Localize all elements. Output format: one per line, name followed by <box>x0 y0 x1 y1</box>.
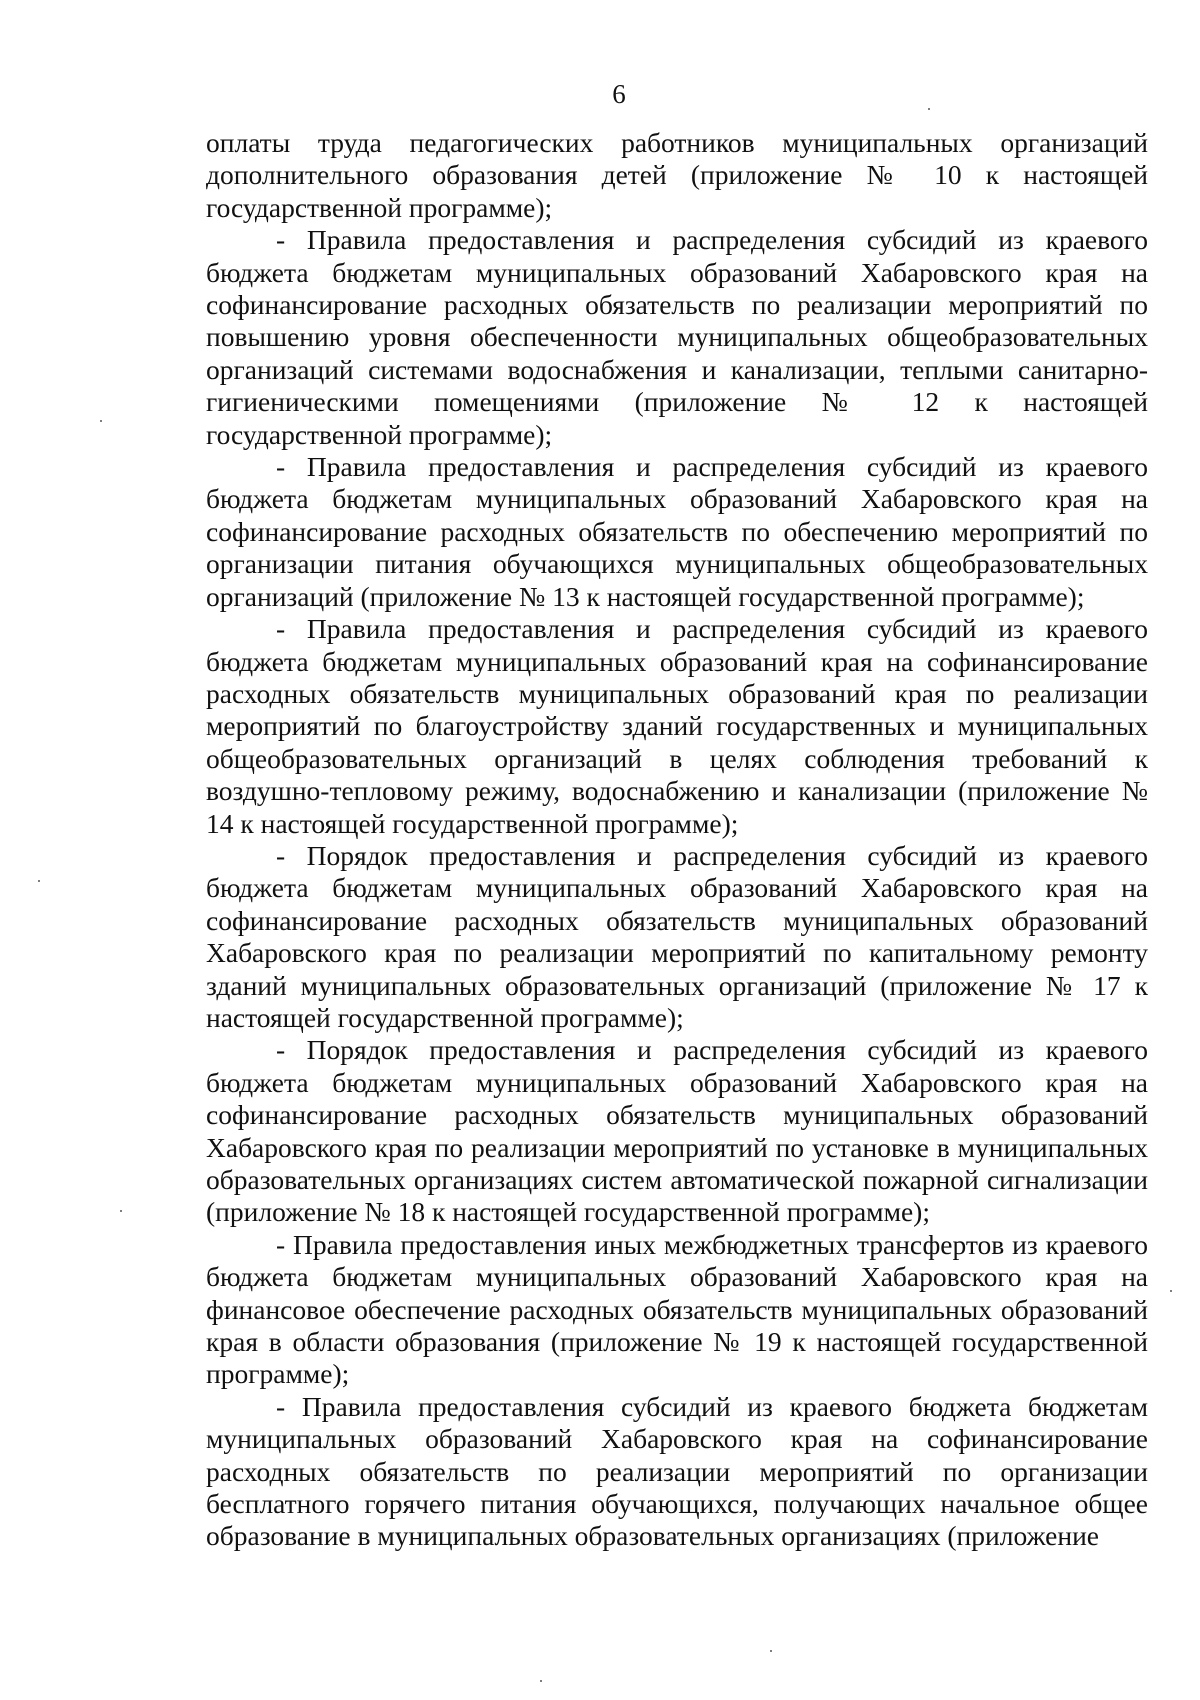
scan-speck <box>120 1210 122 1212</box>
paragraph-rules-item: - Правила предоставления и распределения субсидий из краевого бюджета бюджетам муниципальных образований Хабаровского края на софинансирование расходных обязательств по обеспечению мероприятий по организации питания обучающихся муниципальных общеобразовательных организаций (приложение № 13 к настоящей государственной программе); <box>206 451 1148 612</box>
paragraph-rules-item: - Правила предоставления субсидий из краевого бюджета бюджетам муниципальных образований Хабаровского края на софинансирование расходных обязательств по реализации мероприятий по организации бесплатного горячего питания обучающихся, получающих начальное общее образование в муниципальных образовательных организациях (приложение <box>206 1390 1148 1552</box>
paragraph-rules-item: - Правила предоставления и распределения субсидий из краевого бюджета бюджетам муниципальных образований Хабаровского края на софинансирование расходных обязательств по реализации мероприятий по повышению уровня обеспеченности муниципальных общеобразовательных организаций системами водоснабжения и канализации, теплыми санитарно-гигиеническими помещениями (приложение № 12 к настоящей государственной программе); <box>206 224 1148 450</box>
scan-speck <box>100 420 102 422</box>
paragraph-procedure-item: - Порядок предоставления и распределения субсидий из краевого бюджета бюджетам муниципальных образований Хабаровского края на софинансирование расходных обязательств муниципальных образований Хабаровского края по реализации мероприятий по установке в муниципальных образовательных организациях систем автоматической пожарной сигнализации (приложение № 18 к настоящей государственной программе); <box>206 1034 1148 1228</box>
scan-speck <box>928 108 930 110</box>
document-body <box>206 127 1148 1553</box>
paragraph-continuation: оплаты труда педагогических работников муниципальных организаций дополнительного образования детей (приложение № 10 к настоящей государственной программе); <box>206 127 1148 223</box>
scan-speck <box>1170 1290 1172 1292</box>
paragraph-rules-item: - Правила предоставления иных межбюджетных трансфертов из краевого бюджета бюджетам муниципальных образований Хабаровского края на финансовое обеспечение расходных обязательств муниципальных образований края в области образования (приложение № 19 к настоящей государственной программе); <box>206 1228 1148 1390</box>
scan-speck <box>38 880 40 882</box>
scan-speck <box>540 1680 542 1682</box>
paragraph-rules-item: - Правила предоставления и распределения субсидий из краевого бюджета бюджетам муниципальных образований края на софинансирование расходных обязательств муниципальных образований края по реализации мероприятий по благоустройству зданий государственных и муниципальных общеобразовательных организаций в целях соблюдения требований к воздушно-тепловому режиму, водоснабжению и канализации (приложение № 14 к настоящей государственной программе); <box>206 613 1148 839</box>
paragraph-procedure-item: - Порядок предоставления и распределения субсидий из краевого бюджета бюджетам муниципальных образований Хабаровского края на софинансирование расходных обязательств муниципальных образований Хабаровского края по реализации мероприятий по капитальному ремонту зданий муниципальных образовательных организаций (приложение № 17 к настоящей государственной программе); <box>206 839 1148 1033</box>
scan-speck <box>770 1650 772 1652</box>
page-number: 6 <box>612 79 626 109</box>
